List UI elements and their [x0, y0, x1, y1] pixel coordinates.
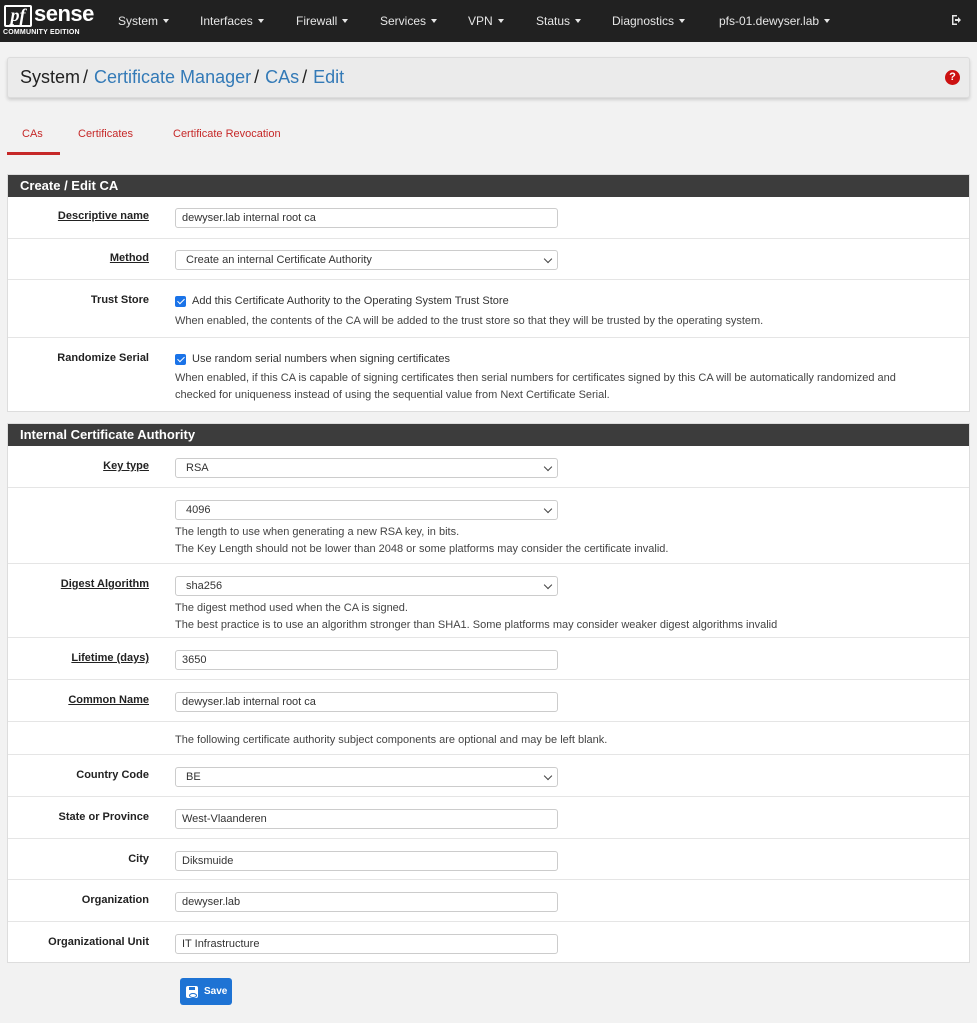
row-method: [8, 239, 969, 280]
randomize-serial-label: Randomize Serial: [57, 352, 149, 364]
breadcrumb-separator: /: [302, 67, 308, 87]
digest-algorithm-label: Digest Algorithm: [60, 578, 149, 590]
key-length-select[interactable]: [175, 500, 558, 520]
randomize-serial-checkbox[interactable]: [175, 354, 186, 365]
city-input[interactable]: [175, 851, 558, 871]
row-organizational-unit: [8, 922, 969, 964]
digest-help-1: The digest method used when the CA is signed.: [175, 602, 408, 614]
save-button[interactable]: [180, 978, 232, 1005]
nav-diagnostics-label: Diagnostics: [612, 14, 675, 28]
key-type-select-value: RSA: [186, 462, 209, 474]
breadcrumb-separator: /: [83, 67, 89, 87]
organizational-unit-input[interactable]: [175, 934, 558, 954]
nav-interfaces[interactable]: [200, 0, 264, 42]
digest-algorithm-field: [175, 576, 777, 634]
panel-create-edit-ca: [7, 174, 970, 412]
chevron-down-icon: [544, 772, 552, 780]
pfsense-logo[interactable]: [0, 0, 108, 42]
nav-system[interactable]: [118, 0, 169, 42]
key-length-help-2: The Key Length should not be lower than 2048 or some platforms may consider the certificate invalid.: [175, 543, 669, 555]
chevron-down-icon: [544, 581, 552, 589]
row-key-length: [8, 488, 969, 564]
chevron-down-icon: [544, 505, 552, 513]
common-name-label: Common Name: [68, 694, 149, 706]
randomize-serial-field: [175, 351, 896, 404]
breadcrumb-cas[interactable]: CAs: [265, 67, 300, 87]
tab-certificates[interactable]: Certificates: [78, 128, 134, 140]
randomize-serial-checkbox-label: Use random serial numbers when signing certificates: [192, 353, 451, 365]
trust-store-checkbox[interactable]: [175, 296, 186, 307]
nav-services[interactable]: [380, 0, 437, 42]
chevron-down-icon: [544, 463, 552, 471]
caret-down-icon: [431, 19, 437, 23]
caret-down-icon: [679, 19, 685, 23]
sign-out-icon[interactable]: [951, 13, 965, 27]
method-select[interactable]: [175, 250, 558, 270]
row-lifetime: [8, 638, 969, 680]
city-label: City: [128, 853, 149, 865]
caret-down-icon: [342, 19, 348, 23]
caret-down-icon: [498, 19, 504, 23]
row-state: [8, 797, 969, 839]
nav-status[interactable]: [536, 0, 581, 42]
logo-edition: COMMUNITY EDITION: [3, 29, 80, 36]
panel-title: Internal Certificate Authority: [8, 424, 969, 446]
row-randomize-serial: [8, 338, 969, 412]
state-label: State or Province: [58, 811, 149, 823]
nav-system-label: System: [118, 14, 159, 28]
key-type-label: Key type: [103, 460, 149, 472]
row-organization: [8, 880, 969, 922]
nav-interfaces-label: Interfaces: [200, 14, 253, 28]
caret-down-icon: [258, 19, 264, 23]
state-input[interactable]: [175, 809, 558, 829]
country-code-select[interactable]: [175, 767, 558, 787]
logo-pf-mark: pf: [4, 5, 32, 27]
nav-services-label: Services: [380, 14, 427, 28]
nav-hostname-label: pfs-01.dewyser.lab: [719, 14, 820, 28]
organization-label: Organization: [81, 894, 149, 906]
caret-down-icon: [163, 19, 169, 23]
caret-down-icon: [575, 19, 581, 23]
method-label: Method: [109, 252, 149, 264]
tab-cas[interactable]: CAs: [22, 128, 43, 140]
lifetime-input[interactable]: [175, 650, 558, 670]
digest-help-2: The best practice is to use an algorithm stronger than SHA1. Some platforms may consider weaker digest algorithms invalid: [175, 619, 778, 631]
row-descriptive-name: [8, 197, 969, 239]
trust-store-label: Trust Store: [90, 294, 149, 306]
method-select-value: Create an internal Certificate Authority: [186, 254, 372, 266]
save-button-label: Save: [204, 986, 228, 997]
country-code-label: Country Code: [76, 769, 149, 781]
breadcrumb-certificate-manager[interactable]: Certificate Manager: [94, 67, 252, 87]
descriptive-name-label: Descriptive name: [57, 210, 149, 222]
breadcrumb-system: System: [20, 67, 81, 87]
row-common-name: [8, 680, 969, 722]
randomize-serial-checkbox-row[interactable]: [175, 351, 896, 367]
trust-store-help: When enabled, the contents of the CA will be added to the trust store so that they will be trusted by the operating system.: [175, 315, 764, 327]
row-key-type: [8, 446, 969, 488]
nav-hostname[interactable]: [719, 0, 830, 42]
nav-firewall-label: Firewall: [296, 14, 338, 28]
caret-down-icon: [824, 19, 830, 23]
row-optional-note: [8, 722, 969, 755]
row-city: [8, 839, 969, 880]
descriptive-name-input[interactable]: [175, 208, 558, 228]
breadcrumb-edit[interactable]: Edit: [313, 67, 345, 87]
key-length-select-value: 4096: [186, 504, 211, 516]
trust-store-checkbox-label: Add this Certificate Authority to the Operating System Trust Store: [192, 295, 509, 307]
row-trust-store: [8, 280, 969, 338]
digest-algorithm-select-value: sha256: [186, 580, 223, 592]
nav-diagnostics[interactable]: [612, 0, 685, 42]
key-type-select[interactable]: [175, 458, 558, 478]
randomize-serial-help-2: checked for uniqueness instead of using the sequential value from Next Certificate Serial.: [175, 389, 610, 401]
panel-title: Create / Edit CA: [8, 175, 969, 197]
tab-certificate-revocation[interactable]: Certificate Revocation: [173, 128, 281, 140]
row-digest-algorithm: [8, 564, 969, 638]
optional-components-note: The following certificate authority subject components are optional and may be left blank.: [175, 734, 608, 746]
breadcrumb: [7, 57, 970, 98]
country-code-select-value: BE: [186, 771, 201, 783]
randomize-serial-help-1: When enabled, if this CA is capable of signing certificates then serial numbers for certificates signed by this CA will be automatically randomized and: [175, 372, 896, 384]
row-country-code: [8, 755, 969, 797]
key-length-help-1: The length to use when generating a new RSA key, in bits.: [175, 526, 460, 538]
active-tab-indicator: [7, 152, 60, 155]
nav-vpn-label: VPN: [468, 14, 493, 28]
digest-algorithm-select[interactable]: [175, 576, 558, 596]
logo-wordmark: sense: [34, 1, 94, 26]
chevron-down-icon: [544, 255, 552, 263]
key-length-field: [175, 500, 668, 558]
nav-status-label: Status: [536, 14, 571, 28]
organization-input[interactable]: [175, 892, 558, 912]
lifetime-label: Lifetime (days): [71, 652, 149, 664]
trust-store-checkbox-row[interactable]: [175, 293, 763, 309]
floppy-disk-icon: [186, 986, 198, 998]
common-name-input[interactable]: [175, 692, 558, 712]
question-circle-icon[interactable]: ?: [945, 70, 960, 85]
nav-vpn[interactable]: [468, 0, 504, 42]
nav-firewall[interactable]: [296, 0, 348, 42]
breadcrumb-separator: /: [254, 67, 260, 87]
organizational-unit-label: Organizational Unit: [48, 936, 149, 948]
trust-store-field: [175, 293, 763, 330]
panel-internal-ca: [7, 423, 970, 963]
top-navbar: [0, 0, 977, 42]
